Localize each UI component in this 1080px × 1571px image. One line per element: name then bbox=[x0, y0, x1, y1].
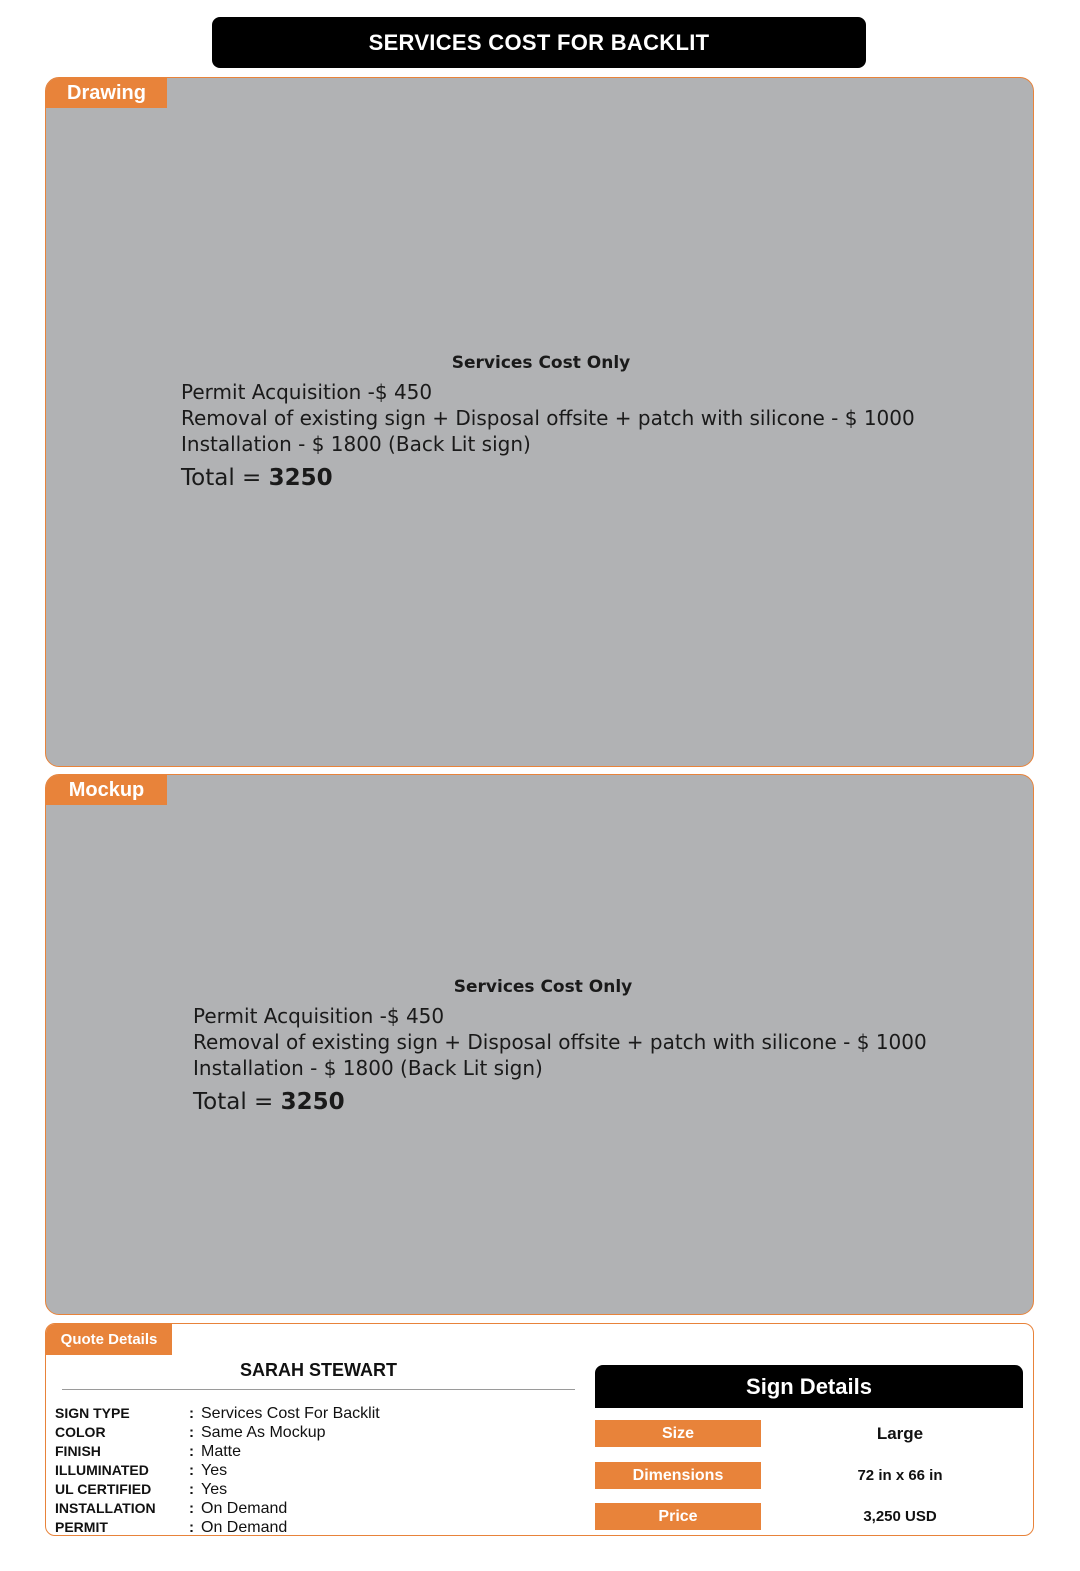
spec-key: FINISH bbox=[55, 1443, 101, 1459]
spec-key: PERMIT bbox=[55, 1519, 108, 1535]
spec-key: INSTALLATION bbox=[55, 1500, 156, 1516]
mockup-panel bbox=[45, 774, 1034, 1315]
spec-key: ILLUMINATED bbox=[55, 1462, 149, 1478]
spec-separator: : bbox=[189, 1519, 194, 1536]
mockup-tag: Mockup bbox=[46, 775, 167, 805]
spec-value: Yes bbox=[201, 1462, 228, 1479]
sign-detail-label: Size bbox=[595, 1420, 761, 1447]
sign-detail-value: 3,250 USD bbox=[863, 1508, 937, 1525]
spec-value: Services Cost For Backlit bbox=[201, 1405, 380, 1422]
sign-detail-value: 72 in x 66 in bbox=[857, 1467, 943, 1484]
spec-value: On Demand bbox=[201, 1500, 288, 1517]
quote-details-tag: Quote Details bbox=[46, 1324, 172, 1355]
services-total bbox=[193, 1089, 893, 1115]
spec-value: Matte bbox=[201, 1443, 242, 1460]
services-line: Installation - $ 1800 (Back Lit sign) bbox=[181, 432, 531, 456]
spec-value: Yes bbox=[201, 1481, 228, 1498]
sign-detail-label: Dimensions bbox=[595, 1462, 761, 1489]
services-total bbox=[181, 465, 901, 491]
spec-value: Same As Mockup bbox=[201, 1424, 326, 1441]
customer-name: SARAH STEWART bbox=[62, 1360, 575, 1390]
spec-row bbox=[55, 1499, 380, 1518]
quote-details-panel bbox=[45, 1323, 1034, 1536]
spec-key: UL CERTIFIED bbox=[55, 1481, 152, 1497]
sign-detail-size bbox=[595, 1420, 1023, 1447]
spec-row bbox=[55, 1404, 380, 1423]
services-heading: Services Cost Only bbox=[453, 977, 633, 997]
services-line: Removal of existing sign + Disposal offsite + patch with silicone - $ 1000 bbox=[193, 1030, 927, 1054]
spec-key: COLOR bbox=[55, 1424, 106, 1440]
total-label: Total = bbox=[181, 465, 269, 491]
sign-detail-price bbox=[595, 1503, 1023, 1530]
spec-separator: : bbox=[189, 1500, 194, 1517]
sign-details-title: Sign Details bbox=[595, 1365, 1023, 1408]
spec-separator: : bbox=[189, 1424, 194, 1441]
spec-separator: : bbox=[189, 1481, 194, 1498]
services-heading: Services Cost Only bbox=[451, 353, 631, 373]
page-title: SERVICES COST FOR BACKLIT bbox=[212, 17, 866, 68]
total-value: 3250 bbox=[280, 1089, 345, 1115]
sign-detail-dimensions bbox=[595, 1462, 1023, 1489]
services-line: Permit Acquisition -$ 450 bbox=[193, 1004, 445, 1028]
mockup-services-text bbox=[193, 977, 927, 1115]
spec-separator: : bbox=[189, 1443, 194, 1460]
spec-row bbox=[55, 1461, 380, 1480]
services-line: Permit Acquisition -$ 450 bbox=[181, 380, 433, 404]
spec-row bbox=[55, 1518, 380, 1536]
total-value: 3250 bbox=[268, 465, 333, 491]
spec-list bbox=[55, 1404, 380, 1536]
sign-detail-value: Large bbox=[876, 1424, 924, 1443]
spec-value: On Demand bbox=[201, 1519, 288, 1536]
spec-row bbox=[55, 1442, 380, 1461]
drawing-panel bbox=[45, 77, 1034, 767]
total-label: Total = bbox=[193, 1089, 281, 1115]
drawing-services-text bbox=[181, 353, 915, 491]
drawing-tag: Drawing bbox=[46, 78, 167, 108]
spec-key: SIGN TYPE bbox=[55, 1405, 130, 1421]
services-line: Installation - $ 1800 (Back Lit sign) bbox=[193, 1056, 543, 1080]
spec-row bbox=[55, 1423, 380, 1442]
spec-row bbox=[55, 1480, 380, 1499]
sign-detail-label: Price bbox=[595, 1503, 761, 1530]
spec-separator: : bbox=[189, 1462, 194, 1479]
services-line: Removal of existing sign + Disposal offsite + patch with silicone - $ 1000 bbox=[181, 406, 915, 430]
spec-separator: : bbox=[189, 1405, 194, 1422]
